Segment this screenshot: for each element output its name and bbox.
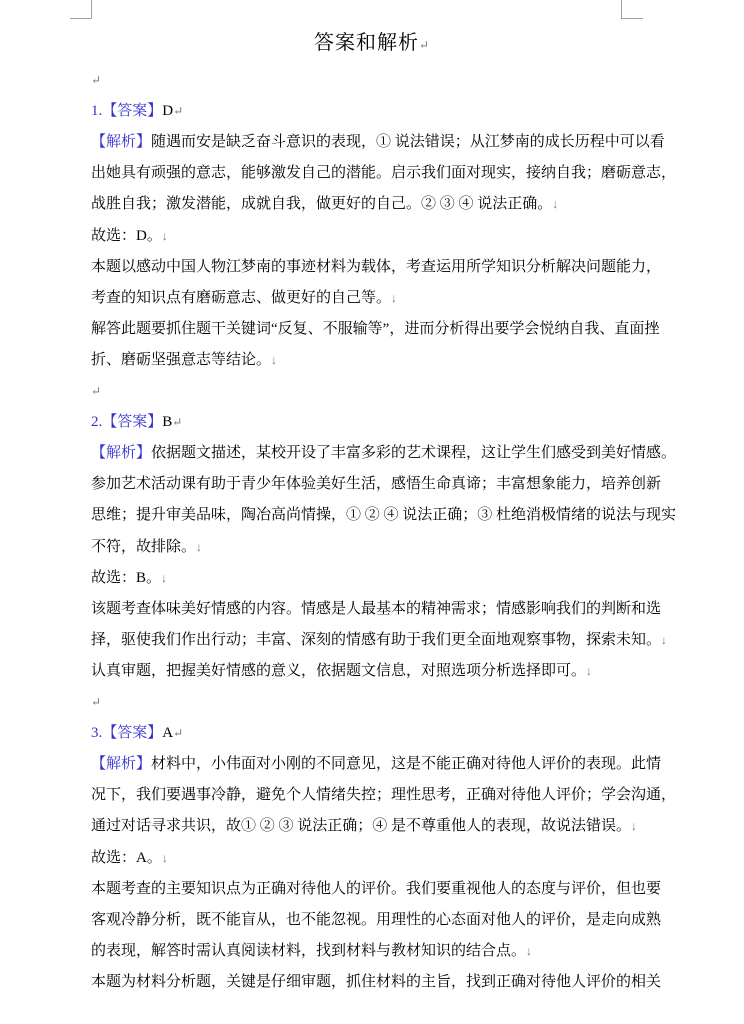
paragraph-mark: ↓ [161,850,168,865]
line-text: 随遇而安是缺乏奋斗意识的表现，① 说法错误；从江梦南的成长历程中可以看 [151,134,665,151]
line-text: B [162,414,173,431]
line-text: 该题考查体味美好情感的内容。情感是人最基本的精神需求；情感影响我们的判断和选 [91,600,662,617]
text-line [91,161,677,185]
line-text: 解答此题要抓住题干关键词“反复、不服输等”，进而分析得出要学会悦纳自我、直面挫 [91,320,660,337]
title-text: 答案和解析 [313,32,419,54]
line-text: 况下，我们要遇事冷静，避免个人情绪失控；理性思考，正确对待他人评价；学会沟通， [91,787,677,804]
paragraph-mark: ↓ [586,663,593,678]
line-text: 依据题文描述，某校开设了丰富多彩的艺术课程，这让学生们感受到美好情感。 [151,445,677,462]
text-line [91,628,668,652]
line-text: A [162,725,174,742]
line-text: 的表现，解答时需认真阅读材料，找到材料与教材知识的结合点。 [91,942,527,959]
line-text: 考查的知识点有磨砺意志、做更好的自己等。 [91,289,392,306]
label: 3.【答案】 [91,725,163,742]
paragraph-mark: ↵ [91,695,102,709]
line-text: 通过对话寻求共识，故① ② ③ 说法正确；④ 是不尊重他人的表现，故说法错误。 [91,818,632,835]
label: 【解析】 [91,445,152,462]
line-text: 故选：B。 [91,569,162,586]
line-text: 战胜自我；激发潜能，成就自我，做更好的自己。② ③ ④ 说法正确。 [91,196,553,213]
line-text: 出她具有顽强的意志，能够激发自己的潜能。启示我们面对现实，接纳自我；磨砺意志， [91,165,677,182]
analysis-line [91,752,662,776]
line-text: D [162,103,174,120]
text-line [91,224,625,248]
line-text: 择，驱使我们作出行动；丰富、深刻的情感有助于我们更全面地观察事物，探索未知。 [91,631,662,648]
analysis-line [91,130,665,154]
text-line [91,472,662,496]
text-line [91,317,660,341]
page-title [0,30,744,58]
paragraph-mark: ↓ [196,539,203,554]
paragraph-mark: ↓ [161,228,168,243]
text-line [91,597,662,621]
line-text: 参加艺术活动课有助于青少年体验美好生活，感悟生命真谛；丰富想象能力，培养创新 [91,476,662,493]
text-line [91,503,677,527]
text-line [91,846,625,870]
line-text: 故选：D。 [91,227,162,244]
text-line [91,659,625,683]
paragraph-mark: ↵ [418,38,431,52]
text-line [91,255,662,279]
text-line [91,535,625,559]
margin-corner-top-left-h [70,18,92,19]
line-text: 本题考查的主要知识点为正确对待他人的评价。我们要重视他人的态度与评价，但也要 [91,880,662,897]
paragraph-mark: ↵ [172,415,183,430]
label: 【解析】 [91,756,152,773]
text-line [91,68,625,92]
paragraph-mark: ↵ [91,73,102,87]
line-text: 本题为材料分析题，关键是仔细审题，抓住材料的主旨，找到正确对待他人评价的相关 [91,973,662,990]
analysis-line [91,441,677,465]
paragraph-mark: ↵ [173,104,184,119]
line-text: 本题以感动中国人物江梦南的事迹材料为载体，考查运用所学知识分析解决问题能力， [91,258,662,275]
line-text: 客观冷静分析，既不能盲从，也不能忽视。用理性的心态面对他人的评价，是走向成熟 [91,911,662,928]
line-text: 认真审题，把握美好情感的意义，依据题文信息，对照选项分析选择即可。 [91,662,587,679]
line-text: 故选：A。 [91,849,162,866]
text-line [91,566,625,590]
paragraph-mark: ↓ [552,197,559,212]
paragraph-mark: ↓ [271,352,278,367]
margin-corner-top-left-v [91,0,92,18]
answer-heading [91,99,625,123]
text-line [91,939,625,963]
paragraph-mark: ↓ [526,943,533,958]
text-line [91,783,677,807]
label: 【解析】 [91,134,152,151]
paragraph-mark: ↓ [391,290,398,305]
line-text: 思维；提升审美品味，陶冶高尚情操，① ② ④ 说法正确；③ 杜绝消极情绪的说法与现实 [91,507,677,524]
text-line [91,379,625,403]
text-line [91,877,662,901]
answer-heading [91,410,625,434]
text-line [91,348,625,372]
paragraph-mark: ↵ [173,726,184,741]
answer-heading [91,721,625,745]
line-text: 折、磨砺坚强意志等结论。 [91,351,272,368]
paragraph-mark: ↓ [661,632,668,647]
text-line [91,908,662,932]
text-line [91,970,662,994]
label: 2.【答案】 [91,414,163,431]
line-text: 不符，故排除。 [91,538,197,555]
text-line [91,192,625,216]
paragraph-mark: ↓ [161,570,168,585]
line-text: 材料中，小伟面对小刚的不同意见，这是不能正确对待他人评价的表现。此情 [151,756,662,773]
paragraph-mark: ↵ [91,384,102,398]
text-line [91,690,625,714]
label: 1.【答案】 [91,103,163,120]
text-line [91,286,625,310]
margin-corner-top-right-v [621,0,622,18]
text-line [91,814,638,838]
margin-corner-top-right-h [621,18,643,19]
paragraph-mark: ↓ [631,819,638,834]
